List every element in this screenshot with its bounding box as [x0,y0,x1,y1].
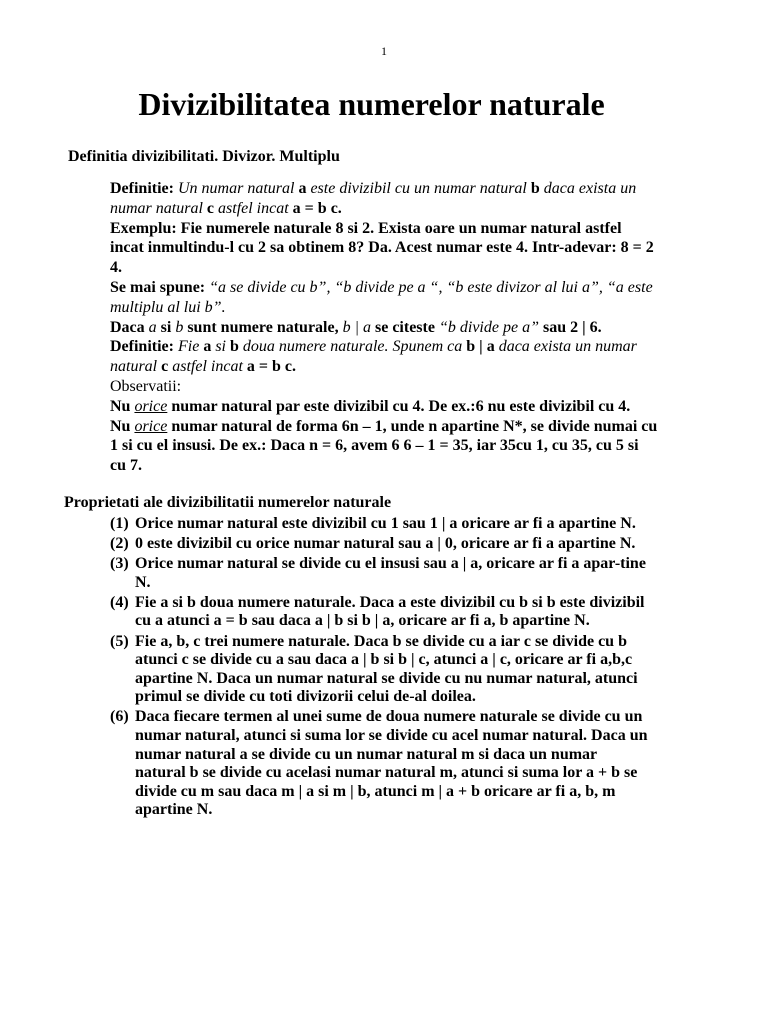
list-item: (6) Daca fiecare termen al unei sume de doua numere naturale se divide cu un numar natural, atunci si suma lor se divide cu acel numar natural. Daca un numar natural a se divide cu un numar natural m si daca un numar natural b se divide cu acelasi numar natural m, atunci si suma lor a + b se divide cu m sau daca m | a si m | b, atunci m | a + b oricare ar fi a, b, m apartine N. [110,708,648,819]
list-item: (1) Orice numar natural este divizibil cu 1 sau 1 | a oricare ar fi a apartine N. [110,515,636,532]
section-heading-properties: Proprietati ale divizibilitatii numerelor naturale [64,494,392,511]
page-number: 1 [381,44,387,58]
definition-1: Definitie: Un numar natural a este divizibil cu un numar natural b daca exista un numar natural c astfel incat a = b c. [110,180,637,217]
properties-list [110,515,650,822]
definitions-body [110,179,658,476]
list-item: (4) Fie a si b doua numere naturale. Daca a este divizibil cu b si b este divizibil cu a atunci a = b sau daca a | b si b | a, oricare ar fi a, b apartine N. [110,593,645,630]
list-item: (3) Orice numar natural se divide cu el insusi sau a | a, oricare ar fi a apar-tine N. [110,555,646,591]
notation-line: Daca a si b sunt numere naturale, b | a se citeste “b divide pe a” sau 2 | 6. [110,318,602,336]
se-mai-spune: Se mai spune: “a se divide cu b”, “b divide pe a “, “b este divizor al lui a”, “a este multiplu al lui b”. [110,278,653,316]
list-item: (2) 0 este divizibil cu orice numar natural sau a | 0, oricare ar fi a apartine N. [110,535,636,553]
example-paragraph: Exemplu: Fie numerele naturale 8 si 2. Exista oare un numar natural astfel incat inmultindu-l cu 2 sa obtinem 8? Da. Acest numar este 4. Intr-adevar: 8 = 2 4. [110,219,654,277]
list-item: (5) Fie a, b, c trei numere naturale. Daca b se divide cu a iar c se divide cu b atunci c se divide cu a sau daca a | b si b | c, atunci a | c, oricare ar fi a,b,c apartine N. Daca un numar natural se divide cu nu numar natural, atunci primul se divide cu toti divizorii celui de-al doilea. [110,632,638,706]
observation-1: Nu orice numar natural par este divizibil cu 4. De ex.:6 nu este divizibil cu 4. [110,397,631,415]
section-heading-definitions: Definitia divizibilitati. Divizor. Multiplu [68,148,340,165]
observation-2: Nu orice numar natural de forma 6n – 1, unde n apartine N*, se divide numai cu 1 si cu el insusi. De ex.: Daca n = 6, avem 6 6 – 1 = 35, iar 35cu 1, cu 35, cu 5 si cu 7. [110,417,658,475]
document-title: Divizibilitatea numerelor naturale [138,86,605,122]
definition-2: Definitie: Fie a si b doua numere naturale. Spunem ca b | a daca exista un numar natural c astfel incat a = b c. [110,338,637,376]
observatii-label: Observatii: [110,377,182,395]
